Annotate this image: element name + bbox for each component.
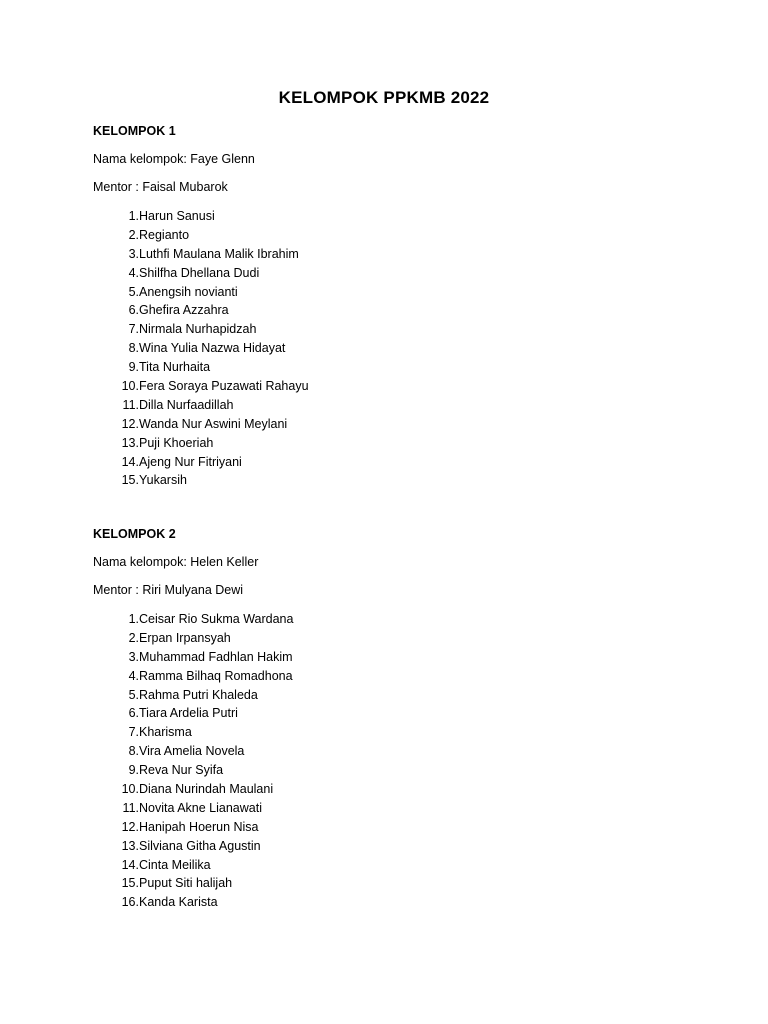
list-item-name: Yukarsih <box>139 473 187 488</box>
list-item <box>93 874 693 893</box>
group-section-1 <box>93 124 693 490</box>
list-item <box>93 893 693 912</box>
list-item <box>93 704 693 723</box>
list-item-name: Ceisar Rio Sukma Wardana <box>139 612 294 626</box>
list-item-name: Cinta Meilika <box>139 857 211 872</box>
list-item <box>93 780 693 799</box>
list-item <box>93 226 693 245</box>
member-list <box>93 610 693 912</box>
list-item-number: 15. <box>121 473 139 488</box>
list-item <box>93 648 693 667</box>
list-item-number: 2. <box>128 227 139 242</box>
list-item-name: Hanipah Hoerun Nisa <box>139 819 259 834</box>
list-item <box>93 415 693 434</box>
list-item <box>93 396 693 415</box>
list-item-number: 7. <box>128 322 139 337</box>
group-heading: KELOMPOK 1 <box>93 124 176 138</box>
list-item <box>93 799 693 818</box>
list-item-number: 4. <box>128 668 139 683</box>
list-item-number: 16. <box>121 895 139 910</box>
list-item-name: Kharisma <box>139 725 192 740</box>
list-item-name: Shilfha Dhellana Dudi <box>139 265 260 280</box>
list-item <box>93 377 693 396</box>
document-title: KELOMPOK PPKMB 2022 <box>278 88 490 107</box>
list-item-number: 11. <box>122 800 139 815</box>
list-item-number: 3. <box>128 649 139 664</box>
list-item-name: Regianto <box>139 227 190 242</box>
group-section-2 <box>93 527 693 912</box>
list-item-name: Tita Nurhaita <box>139 360 211 375</box>
list-item-number: 14. <box>121 857 139 872</box>
list-item-name: Fera Soraya Puzawati Rahayu <box>139 379 309 394</box>
list-item <box>93 723 693 742</box>
list-item-name: Dilla Nurfaadillah <box>139 397 234 412</box>
list-item-number: 12. <box>121 416 139 431</box>
list-item-number: 10. <box>121 379 139 394</box>
list-item-name: Tiara Ardelia Putri <box>139 706 238 721</box>
list-item <box>93 434 693 453</box>
list-item-number: 13. <box>121 838 139 853</box>
list-item-number: 9. <box>128 763 139 778</box>
list-item <box>93 207 693 226</box>
list-item-number: 9. <box>128 360 139 375</box>
list-item <box>93 837 693 856</box>
list-item <box>93 245 693 264</box>
list-item-name: Luthfi Maulana Malik Ibrahim <box>139 246 299 261</box>
list-item-number: 6. <box>128 706 139 721</box>
list-item-number: 5. <box>128 284 139 299</box>
list-item-name: Reva Nur Syifa <box>139 763 224 778</box>
member-list <box>93 207 693 490</box>
list-item-name: Muhammad Fadhlan Hakim <box>139 649 293 664</box>
list-item-name: Wina Yulia Nazwa Hidayat <box>139 341 286 356</box>
list-item-name: Novita Akne Lianawati <box>139 800 262 815</box>
list-item <box>93 761 693 780</box>
list-item <box>93 818 693 837</box>
list-item-number: 13. <box>121 435 139 450</box>
group-name-line: Nama kelompok: Helen Keller <box>93 555 259 569</box>
list-item-number: 8. <box>128 341 139 356</box>
list-item-name: Puput Siti halijah <box>139 876 233 891</box>
list-item-number: 5. <box>128 687 139 702</box>
group-mentor-line: Mentor : Riri Mulyana Dewi <box>93 583 244 597</box>
list-item <box>93 453 693 472</box>
list-item-name: Nirmala Nurhapidzah <box>139 322 257 337</box>
list-item-number: 1. <box>128 612 139 626</box>
list-item-name: Kanda Karista <box>139 895 218 910</box>
list-item <box>93 264 693 283</box>
list-item-number: 8. <box>128 744 139 759</box>
list-item-name: Anengsih novianti <box>139 284 238 299</box>
list-item-name: Silviana Githa Agustin <box>139 838 261 853</box>
list-item-name: Ajeng Nur Fitriyani <box>139 454 242 469</box>
list-item-name: Rahma Putri Khaleda <box>139 687 258 702</box>
list-item-name: Erpan Irpansyah <box>139 630 231 645</box>
list-item-number: 4. <box>128 265 139 280</box>
list-item <box>93 471 693 490</box>
list-item-number: 10. <box>121 782 139 797</box>
list-item-name: Diana Nurindah Maulani <box>139 782 274 797</box>
list-item-number: 6. <box>128 303 139 318</box>
list-item <box>93 742 693 761</box>
list-item-number: 14. <box>121 454 139 469</box>
list-item <box>93 629 693 648</box>
list-item <box>93 283 693 302</box>
list-item <box>93 667 693 686</box>
list-item <box>93 358 693 377</box>
list-item-name: Harun Sanusi <box>139 209 215 223</box>
list-item <box>93 301 693 320</box>
group-mentor-line: Mentor : Faisal Mubarok <box>93 180 228 194</box>
list-item-name: Vira Amelia Novela <box>139 744 245 759</box>
list-item-name: Ramma Bilhaq Romadhona <box>139 668 293 683</box>
group-name-line: Nama kelompok: Faye Glenn <box>93 152 255 166</box>
list-item-number: 12. <box>121 819 139 834</box>
list-item-number: 2. <box>128 630 139 645</box>
list-item-number: 15. <box>121 876 139 891</box>
list-item-number: 1. <box>128 209 139 223</box>
list-item <box>93 856 693 875</box>
group-heading: KELOMPOK 2 <box>93 527 176 541</box>
list-item-name: Ghefira Azzahra <box>139 303 229 318</box>
list-item <box>93 320 693 339</box>
list-item-name: Wanda Nur Aswini Meylani <box>139 416 288 431</box>
list-item-number: 3. <box>128 246 139 261</box>
list-item-name: Puji Khoeriah <box>139 435 214 450</box>
list-item <box>93 686 693 705</box>
list-item <box>93 339 693 358</box>
list-item-number: 11. <box>122 397 139 412</box>
list-item-number: 7. <box>128 725 139 740</box>
list-item <box>93 610 693 629</box>
